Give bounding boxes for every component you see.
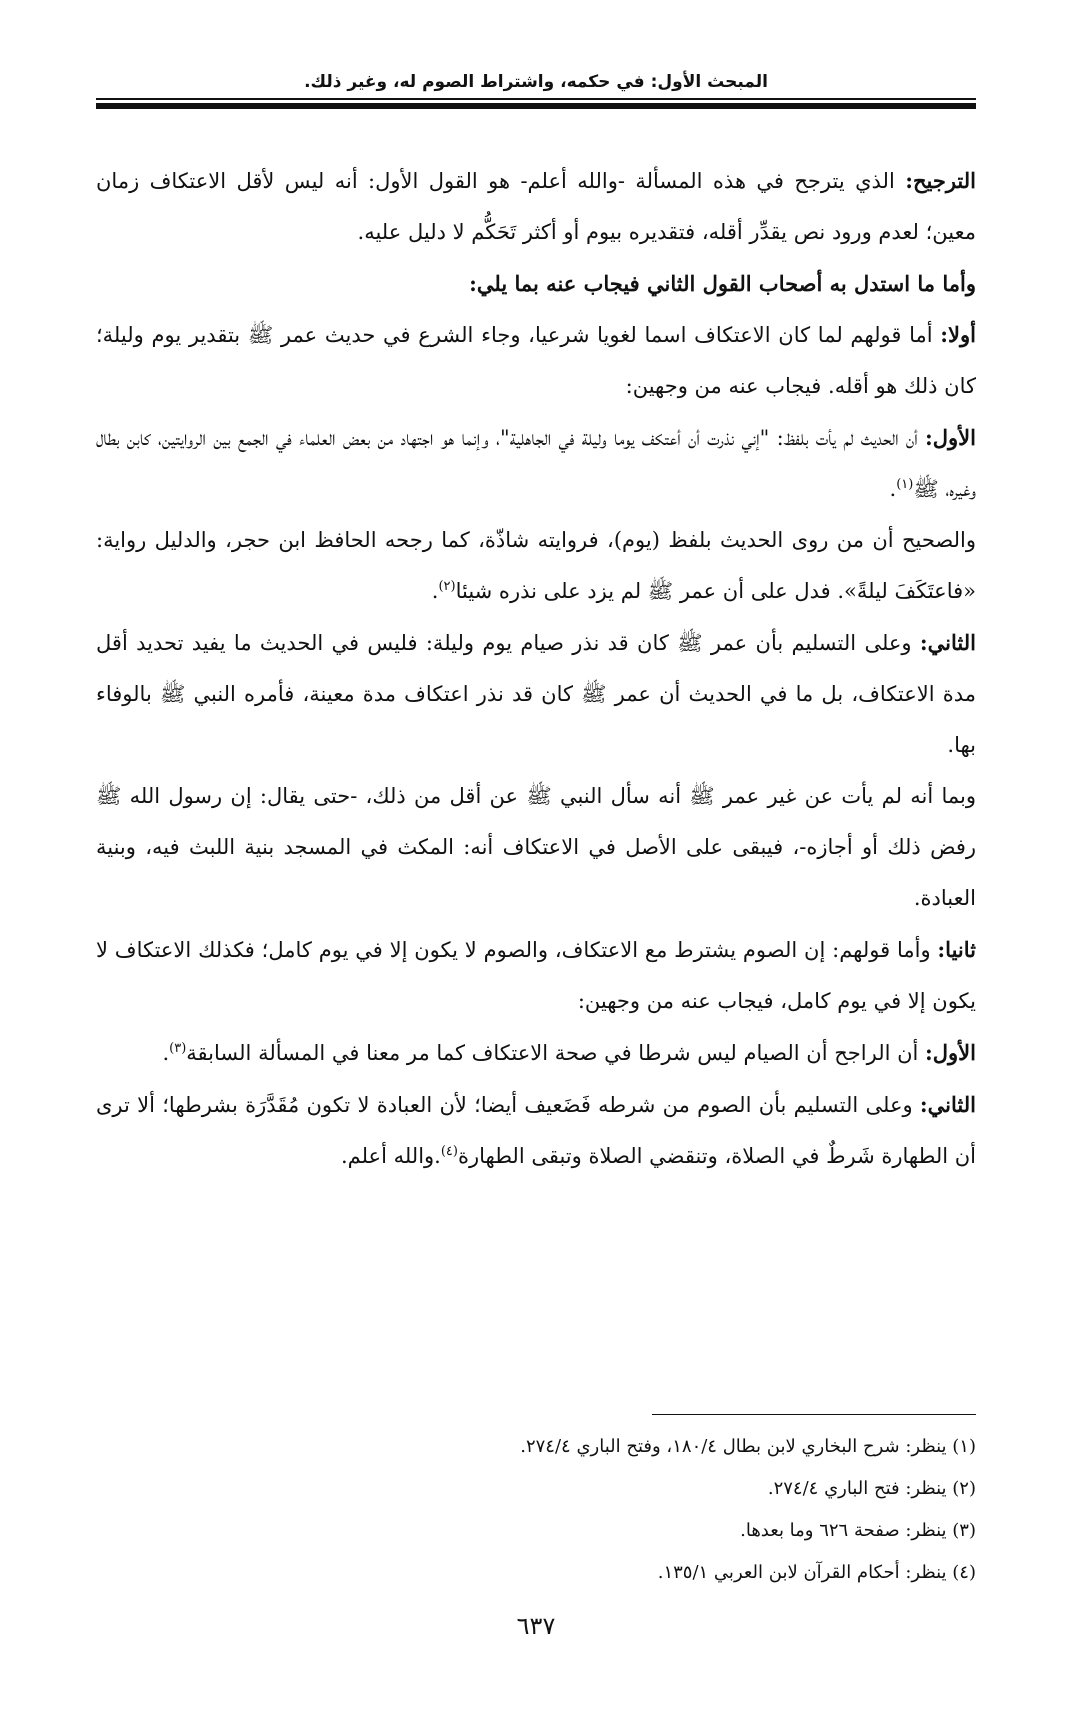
paragraph-lead: الثاني: (919, 1092, 976, 1117)
paragraph-text: الذي يترجح في هذه المسألة -والله أعلم- هو القول الأول: أنه ليس لأقل الاعتكاف زمان معين؛ لعدم ورود نص يقدِّر أقله، فتقديره بيوم أو أكثر تَحَكُّم لا دليل عليه. (96, 169, 976, 244)
footnote-item: (٤) ينظر: أحكام القرآن لابن العربي ١٣٥/١. (657, 1562, 976, 1583)
footnote-item: (١) ينظر: شرح البخاري لابن بطال ١٨٠/٤، وفتح الباري ٢٧٤/٤. (520, 1436, 976, 1457)
paragraph-lead: الترجيح: (905, 168, 976, 193)
paragraph-first-aspect-2 (96, 1027, 976, 1079)
footnote-ref: (٣) (169, 1041, 187, 1056)
footnote-separator (652, 1414, 976, 1415)
paragraph-second-aspect-2 (96, 1079, 976, 1182)
paragraph-lead: الأول: (925, 1040, 976, 1065)
paragraph-wabima (96, 771, 976, 924)
paragraph-second-aspect (96, 617, 976, 771)
paragraph-end: . (889, 477, 897, 501)
paragraph-lead: ثانيا: (937, 937, 976, 962)
footnote-item: (٢) ينظر: فتح الباري ٢٧٤/٤. (767, 1478, 976, 1499)
paragraph-lead: الثاني: (919, 630, 976, 655)
body-text (96, 155, 976, 1182)
running-header: المبحث الأول: في حكمه، واشتراط الصوم له، وغير ذلك. (304, 72, 768, 92)
paragraph-lead: الأول: (925, 425, 976, 450)
section-heading: وأما ما استدل به أصحاب القول الثاني فيجاب عنه بما يلي: (469, 271, 976, 296)
footnote-ref: (٤) (440, 1144, 458, 1159)
paragraph-sahih (96, 515, 976, 617)
page-number: ٦٣٧ (516, 1612, 556, 1640)
paragraph-awwalan (96, 309, 976, 412)
paragraph-end: . (431, 579, 439, 603)
paragraph-lead: أولا: (940, 322, 976, 347)
paragraph-first-aspect (96, 412, 976, 515)
paragraph-text: وأما قولهم: إن الصوم يشترط مع الاعتكاف، والصوم لا يكون إلا في يوم كامل؛ فكذلك الاعتكاف لا يكون إلا في يوم كامل، فيجاب عنه من وجهين: (96, 938, 976, 1013)
footnote-item: (٣) ينظر: صفحة ٦٢٦ وما بعدها. (740, 1520, 976, 1541)
paragraph-end: . (162, 1041, 170, 1065)
header-rule-thin (96, 98, 976, 100)
paragraph-text: وبما أنه لم يأت عن غير عمر ﷺ أنه سأل النبي ﷺ عن أقل من ذلك، -حتى يقال: إن رسول الله ﷺ رفض ذلك أو أجازه-، فيبقى على الأصل في الاعتكاف أنه: المكث في المسجد بنية اللبث فيه، وبنية العبادة. (96, 784, 976, 910)
paragraph-text: أن الراجح أن الصيام ليس شرطا في صحة الاعتكاف كما مر معنا في المسألة السابقة (186, 1041, 926, 1065)
paragraph-thaniyan (96, 924, 976, 1027)
footnote-ref: (١) (896, 477, 914, 492)
header-rule-thick (96, 103, 976, 109)
paragraph-text: والصحيح أن من روى الحديث بلفظ (يوم)، فروايته شاذّة، كما رجحه الحافظ ابن حجر، والدليل رواية: «فاعتَكَفَ ليلةً». فدل على أن عمر ﷺ لم يزد على نذره شيئا (96, 528, 976, 603)
paragraph-text: وعلى التسليم بأن عمر ﷺ كان قد نذر صيام يوم وليلة: فليس في الحديث ما يفيد تحديد أقل مدة الاعتكاف، بل ما في الحديث أن عمر ﷺ كان قد نذر اعتكاف مدة معينة، فأمره النبي ﷺ بالوفاء بها. (96, 631, 976, 757)
paragraph-text: أما قولهم لما كان الاعتكاف اسما لغويا شرعيا، وجاء الشرع في حديث عمر ﷺ بتقدير يوم وليلة؛ كان ذلك هو أقله. فيجاب عنه من وجهين: (96, 323, 976, 398)
paragraph-text: وعلى التسليم بأن الصوم من شرطه فَضَعيف أيضا؛ لأن العبادة لا تكون مُقَدَّرَة بشرطها؛ ألا ترى أن الطهارة شَرطٌ في الصلاة، وتنقضي الصلاة وتبقى الطهارة (96, 1093, 976, 1168)
paragraph-tarjih (96, 155, 976, 258)
footnote-ref: (٢) (438, 579, 456, 594)
paragraph-text: أن الحديث لم يأت بلفظ: "إني نذرت أن أعتكف يوما وليلة في الجاهلية"، وإنما هو اجتهاد من بعض العلماء في الجمع بين الروايتين، كابن بطال وغيره، ﷺ (96, 426, 976, 501)
paragraph-end: .والله أعلم. (340, 1144, 441, 1168)
footnotes (96, 1426, 976, 1594)
